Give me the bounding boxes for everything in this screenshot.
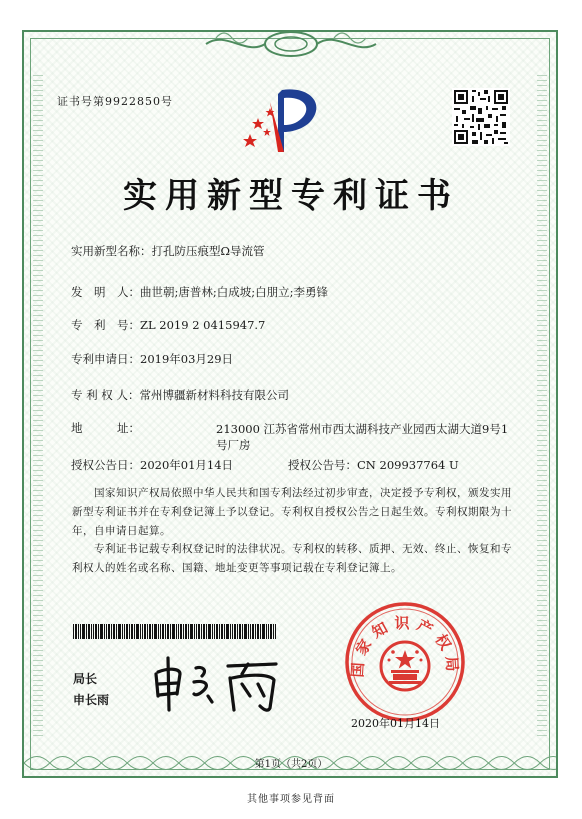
seal-text: 国家知识产权局 xyxy=(348,614,462,678)
grant-number: CN 209937764 U xyxy=(357,458,459,472)
utility-model-name-row xyxy=(71,244,265,258)
patentee: 常州博疆新材料科技有限公司 xyxy=(139,388,289,402)
inventor-names: 曲世朝;唐普林;白成坡;白朋立;李勇锋 xyxy=(140,285,328,299)
qr-code-icon xyxy=(452,88,510,146)
national-emblem-icon xyxy=(381,642,429,690)
field-label: 专 利 号： xyxy=(71,318,140,332)
certificate-number: 证书号第9922850号 xyxy=(57,95,173,108)
director-signature xyxy=(150,652,290,714)
official-seal xyxy=(343,600,467,724)
barcode-icon xyxy=(73,624,276,639)
field-label: 发 明 人： xyxy=(71,285,140,299)
certificate-title: 实用新型专利证书 xyxy=(123,176,459,216)
field-label: 授权公告日： xyxy=(71,458,140,472)
footer-note: 其他事项参见背面 xyxy=(247,794,335,805)
utility-model-name: 打孔防压痕型Ω导流管 xyxy=(151,244,265,258)
patent-number-row xyxy=(71,318,265,332)
field-label: 实用新型名称： xyxy=(71,244,152,258)
field-label: 授权公告号： xyxy=(288,458,357,472)
address: 213000 江苏省常州市西太湖科技产业园西太湖大道9号1号厂房 xyxy=(216,422,509,452)
field-label: 地 址： xyxy=(71,421,140,435)
grant-date: 2020年01月14日 xyxy=(140,458,234,472)
inventor-row xyxy=(71,285,328,299)
cnipa-logo-icon xyxy=(240,78,330,158)
grant-date-row xyxy=(71,458,233,472)
patent-number: ZL 2019 2 0415947.7 xyxy=(140,318,266,332)
field-label: 专 利 权 人： xyxy=(71,388,140,402)
address-row xyxy=(71,421,531,453)
filing-date: 2019年03月29日 xyxy=(140,352,234,366)
director-title: 局长 xyxy=(73,672,98,686)
director-name: 申长雨 xyxy=(73,693,110,707)
top-ornament xyxy=(196,26,386,62)
legal-status-paragraph: 专利证书记载专利权登记时的法律状况。专利权的转移、质押、无效、终止、恢复和专利权人的姓名或名称、国籍、地址变更等事项记载在专利登记簿上。 xyxy=(72,543,512,574)
grant-number-row xyxy=(288,458,459,472)
grant-statement-paragraph: 国家知识产权局依照中华人民共和国专利法经过初步审查，决定授予专利权，颁发实用新型专利证书并在专利登记簿上予以登记。专利权自授权公告之日起生效。专利权期限为十年，自申请日起算。 xyxy=(72,487,512,537)
svg-text:国家知识产权局 xyxy=(348,614,461,678)
page-number: 第1页（共2页） xyxy=(254,759,328,770)
patentee-row xyxy=(71,388,289,402)
filing-date-row xyxy=(71,352,233,366)
seal-date: 2020年01月14日 xyxy=(351,717,440,730)
field-label: 专利申请日： xyxy=(71,352,140,366)
